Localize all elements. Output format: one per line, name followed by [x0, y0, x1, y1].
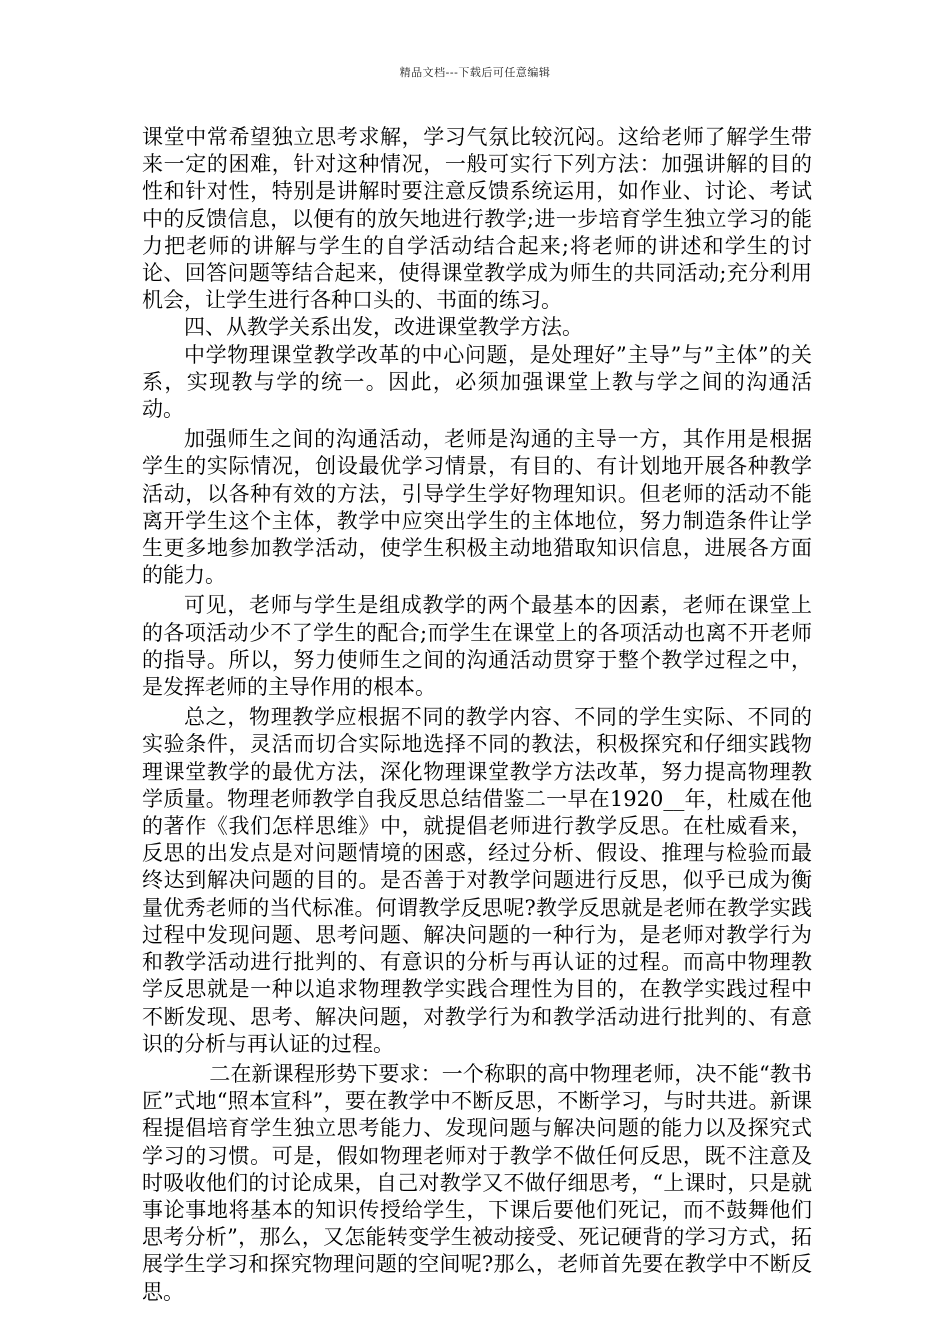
- document-body: [142, 124, 812, 1306]
- paragraph-teaching-reform: 中学物理课堂教学改革的中心问题，是处理好”主导”与”主体”的关系，实现教与学的统一。因此，必须加强课堂上教与学之间的沟通活动。: [142, 342, 812, 422]
- page-header: 精品文档---下载后可任意编辑: [399, 66, 551, 79]
- section-heading-four: 四、从教学关系出发，改进课堂教学方法。: [184, 315, 583, 340]
- paragraph-continuation: 课堂中常希望独立思考求解，学习气氛比较沉闷。这给老师了解学生带来一定的困难，针对这种情况，一般可实行下列方法：加强讲解的目的性和针对性，特别是讲解时要注意反馈系统运用，如作业、讨论、考试中的反馈信息，以便有的放矢地进行教学;进一步培育学生独立学习的能力把老师的讲解与学生的自学活动结合起来;将老师的讲述和学生的讨论、回答问题等结合起来，使得课堂教学成为师生的共同活动;充分利用机会，让学生进行各种口头的、书面的练习。: [142, 125, 812, 313]
- paragraph-new-curriculum: 二在新课程形势下要求：一个称职的高中物理老师，决不能“教书匠”式地“照本宣科”，要在教学中不断反思，不断学习，与时共进。新课程提倡培育学生独立思考能力、发现问题与解决问题的能力以及探究式学习的习惯。可是，假如物理老师对于教学不做任何反思，既不注意及时吸收他们的讨论成果，自己对教学又不做仔细思考，“上课时，只是就事论事地将基本的知识传授给学生，下课后要他们死记，而不鼓舞他们思考分析”，那么，又怎能转变学生被动接受、死记硬背的学习方式，拓展学生学习和探究物理问题的空间呢?那么，老师首先要在教学中不断反思。: [142, 1061, 812, 1304]
- paragraph-two-basic-factors: 可见，老师与学生是组成教学的两个最基本的因素，老师在课堂上的各项活动少不了学生的配合;而学生在课堂上的各项活动也离不开老师的指导。所以，努力使师生之间的沟通活动贯穿于整个教学过程之中，是发挥老师的主导作用的根本。: [142, 593, 812, 700]
- paragraph-teacher-student-communication: 加强师生之间的沟通活动，老师是沟通的主导一方，其作用是根据学生的实际情况，创设最优学习情景，有目的、有计划地开展各种教学活动，以各种有效的方法，引导学生学好物理知识。但老师的活动不能离开学生这个主体，教学中应突出学生的主体地位，努力制造条件让学生更多地参加教学活动，使学生积极主动地猎取知识信息，进展各方面的能力。: [142, 427, 812, 588]
- paragraph-summary-reflection: 总之，物理教学应根据不同的教学内容、不同的学生实际、不同的实验条件，灵活而切合实际地选择不同的教法，积极探究和仔细实践物理课堂教学的最优方法，深化物理课堂教学方法改革，努力提高物理教学质量。物理老师教学自我反思总结借鉴二一早在1920__年，杜威在他的著作《我们怎样思维》中，就提倡老师进行教学反思。在杜威看来，反思的出发点是对问题情境的困惑，经过分析、假设、推理与检验而最终达到解决问题的目的。是否善于对教学问题进行反思，似乎已成为衡量优秀老师的当代标准。何谓教学反思呢?教学反思就是老师在教学实践过程中发现问题、思考问题、解决问题的一种行为，是老师对教学行为和教学活动进行批判的、有意识的分析与再认证的过程。而高中物理教学反思就是一种以追求物理教学实践合理性为目的，在教学实践过程中不断发现、思考、解决问题，对教学行为和教学活动进行批判的、有意识的分析与再认证的过程。: [142, 705, 812, 1056]
